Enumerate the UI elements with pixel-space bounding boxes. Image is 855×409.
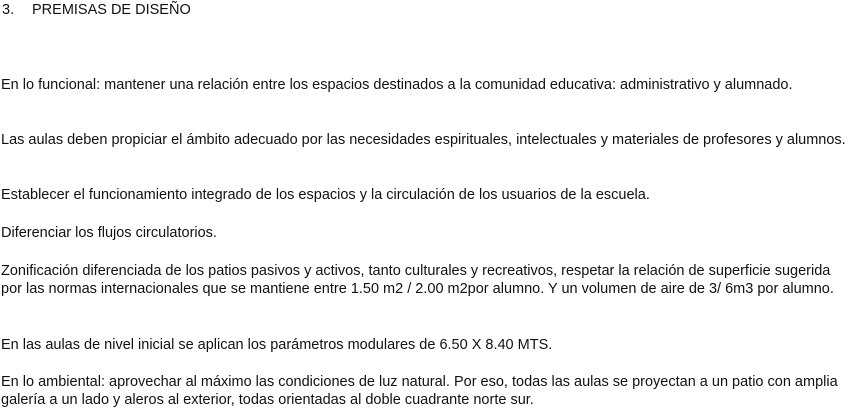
paragraph-integration: Establecer el funcionamiento integrado de los espacios y la circulación de los usuarios de la escuela. xyxy=(1,187,650,203)
paragraph-environmental: En lo ambiental: aprovechar al máximo las condiciones de luz natural. Por eso, todas las aulas se proyectan a un patio con amplia galería a un lado y aleros al exterior, todas orientadas al doble cuadrante norte sur. xyxy=(1,374,838,408)
section-title: PREMISAS DE DISEÑO xyxy=(32,2,191,18)
paragraph-functional: En lo funcional: mantener una relación entre los espacios destinados a la comunidad educativa: administrativo y alumnado. xyxy=(1,77,793,93)
paragraph-classrooms: Las aulas deben propiciar el ámbito adecuado por las necesidades espirituales, intelectuales y materiales de profesores y alumnos. xyxy=(1,132,846,148)
paragraph-zoning: Zonificación diferenciada de los patios pasivos y activos, tanto culturales y recreativos, respetar la relación de superficie sugerida por las normas internacionales que se mantiene entre 1.50 m2 / 2.00 m2por alumno. Y un volumen de aire de 3/ 6m3 por alumno. xyxy=(1,263,834,297)
section-heading xyxy=(2,1,191,19)
paragraph-modular-parameters: En las aulas de nivel inicial se aplican los parámetros modulares de 6.50 X 8.40 MTS. xyxy=(1,337,553,353)
paragraph-flows: Diferenciar los flujos circulatorios. xyxy=(1,225,217,241)
section-number: 3. xyxy=(2,2,15,18)
